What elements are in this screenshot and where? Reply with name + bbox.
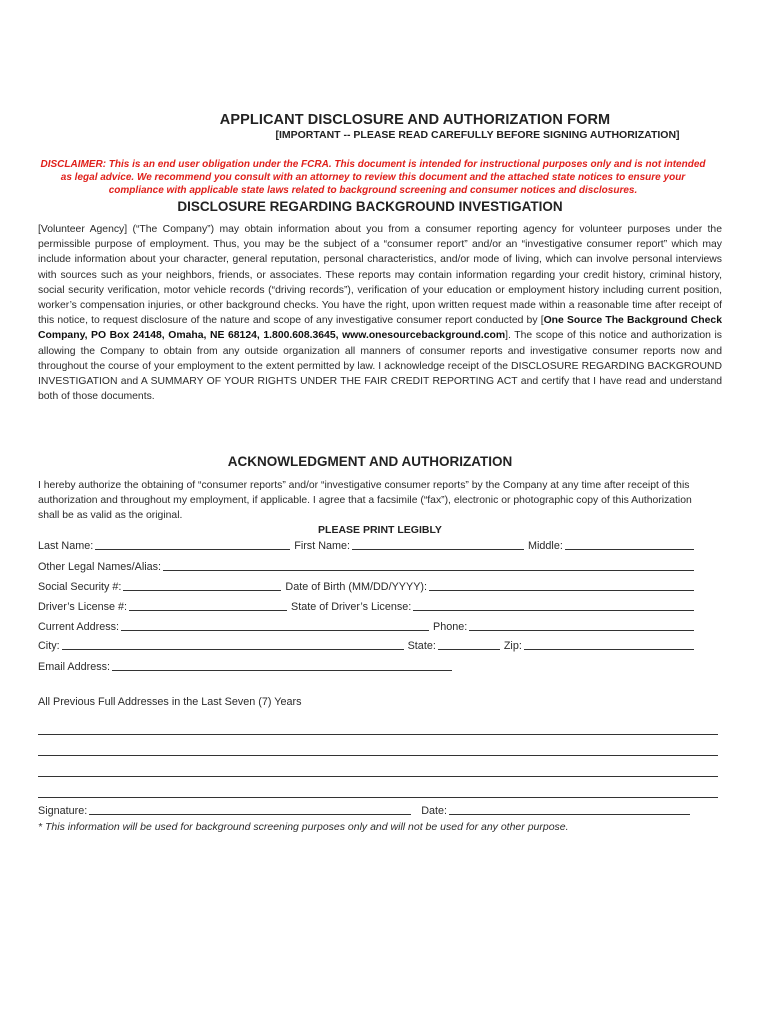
last-name-label: Last Name:	[38, 540, 94, 552]
disclosure-text-after: ]. The scope of this notice and authorization is allowing the Company to obtain from any outside organization all manners of consumer reports and investigative consumer reports now and throughout the course of your employment to the extent permitted by law. I acknowledge receipt of the DISCLOSURE REGARDING BACKGROUND INVESTIGATION and A SUMMARY OF YOUR RIGHTS UNDER THE FAIR CREDIT REPORTING ACT and certify that I have read and understand both of those documents.	[38, 330, 722, 403]
previous-address-line-2[interactable]	[38, 755, 718, 756]
zip-field[interactable]	[524, 638, 694, 650]
email-field[interactable]	[112, 659, 452, 671]
previous-address-line-3[interactable]	[38, 776, 718, 777]
form-title: APPLICANT DISCLOSURE AND AUTHORIZATION FORM	[219, 112, 611, 128]
phone-label: Phone:	[433, 621, 468, 633]
previous-addresses-label: All Previous Full Addresses in the Last Seven (7) Years	[38, 696, 302, 708]
first-name-label: First Name:	[294, 540, 351, 552]
zip-label: Zip:	[503, 640, 522, 652]
middle-name-field[interactable]	[565, 538, 694, 550]
city-label: City:	[38, 640, 60, 652]
signature-label: Signature:	[38, 805, 88, 817]
alias-row	[38, 559, 694, 573]
acknowledgment-paragraph: I hereby authorize the obtaining of “consumer reports” and/or “investigative consumer reports” by the Company at any time after receipt of this authorization and throughout my employment, if applicable. I agree that a facsimile (“fax”), electronic or photographic copy of this Authorization shall be as valid as the original.	[38, 480, 692, 522]
form-subtitle: [IMPORTANT -- PLEASE READ CAREFULLY BEFORE SIGNING AUTHORIZATION]	[275, 129, 680, 141]
dob-field[interactable]	[429, 579, 694, 591]
first-name-field[interactable]	[352, 538, 524, 550]
signature-row	[38, 803, 690, 817]
license-state-field[interactable]	[413, 599, 694, 611]
acknowledgment-heading: ACKNOWLEDGMENT AND AUTHORIZATION	[227, 454, 513, 469]
license-label: Driver’s License #:	[38, 601, 128, 613]
license-state-label: State of Driver’s License:	[291, 601, 412, 613]
disclosure-paragraph	[38, 222, 722, 404]
disclosure-heading: DISCLOSURE REGARDING BACKGROUND INVESTIGATION	[177, 199, 563, 214]
date-label: Date:	[421, 805, 448, 817]
name-row	[38, 538, 694, 552]
ssn-field[interactable]	[123, 579, 281, 591]
address-row	[38, 619, 694, 633]
previous-address-line-1[interactable]	[38, 734, 718, 735]
previous-address-line-4[interactable]	[38, 797, 718, 798]
ssn-label: Social Security #:	[38, 581, 122, 593]
city-field[interactable]	[62, 638, 404, 650]
signature-field[interactable]	[89, 803, 411, 815]
date-field[interactable]	[449, 803, 690, 815]
address-field[interactable]	[121, 619, 429, 631]
disclaimer-text: DISCLAIMER: This is an end user obligation under the FCRA. This document is intended for instructional purposes only and is not intended as legal advice. We recommend you consult with an attorney to review this document and the attached state notices to ensure your compliance with applicable state laws related to background screening and consumer notices and disclosures.	[40, 159, 706, 196]
city-row	[38, 638, 694, 652]
license-row	[38, 599, 694, 613]
other-names-label: Other Legal Names/Alias:	[38, 561, 162, 573]
disclosure-text-before: [Volunteer Agency] (“The Company”) may obtain information about you from a consumer reporting agency for volunteer purposes under the permissible purpose of employment. Thus, you may be the subject of a “consumer report” and/or an “investigative consumer report” which may include information about your character, general reputation, personal characteristics, and/or mode of living, which can involve personal interviews with sources such as your neighbors, friends, or associates. These reports may contain information regarding your credit history, criminal history, social security verification, motor vehicle records (“driving records”), verification of your education or employment history including current position, worker’s compensation injuries, or other background checks. You have the right, upon written request made within a reasonable time after receipt of this notice, to request disclosure of the nature and scope of any investigative consumer report conducted by [	[38, 224, 722, 327]
footnote: * This information will be used for background screening purposes only and will not be used for any other purpose.	[38, 821, 569, 833]
license-field[interactable]	[129, 599, 287, 611]
agency-contact: One Source The Background Check Company, PO Box 24148, Omaha, NE 68124, 1.800.608.3645, www.onesourcebackground.com	[38, 315, 722, 342]
address-label: Current Address:	[38, 621, 120, 633]
ssn-dob-row	[38, 579, 694, 593]
phone-field[interactable]	[469, 619, 694, 631]
print-legibly-label: PLEASE PRINT LEGIBLY	[318, 524, 442, 536]
dob-label: Date of Birth (MM/DD/YYYY):	[285, 581, 428, 593]
middle-name-label: Middle:	[528, 540, 563, 552]
state-label: State:	[407, 640, 436, 652]
last-name-field[interactable]	[95, 538, 290, 550]
email-label: Email Address:	[38, 661, 111, 673]
email-row	[38, 659, 452, 673]
state-field[interactable]	[438, 638, 500, 650]
other-names-field[interactable]	[163, 559, 694, 571]
